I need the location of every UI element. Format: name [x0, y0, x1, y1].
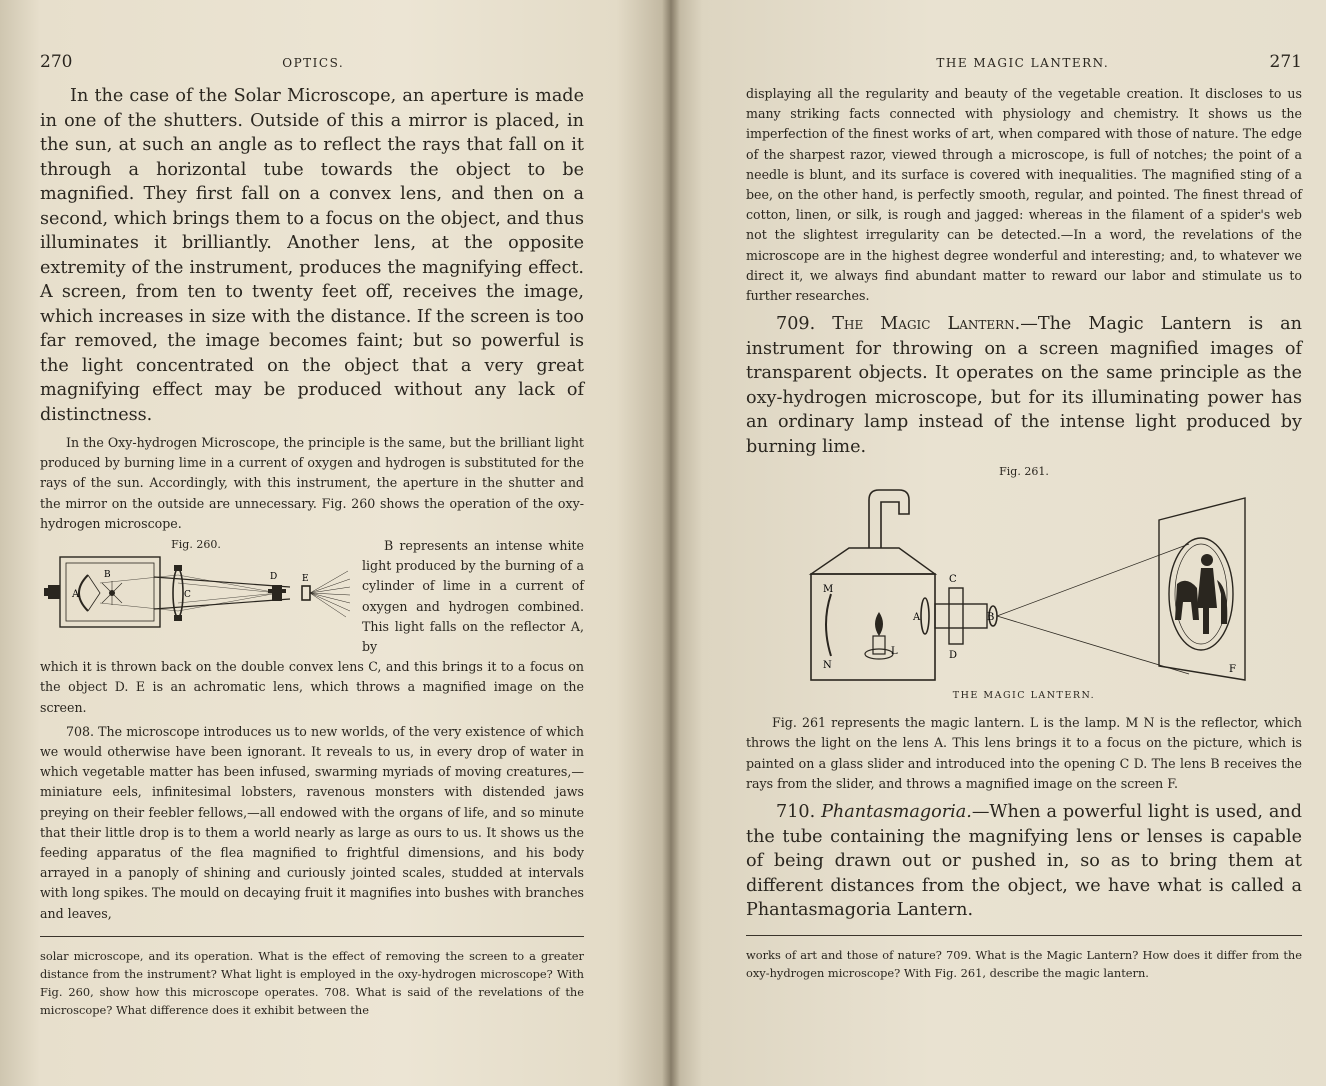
fig-261-caption: Fig. 261. [999, 465, 1049, 479]
left-page-number: 270 [40, 52, 73, 72]
fig-260-label-c: C [184, 590, 191, 601]
right-running-title: THE MAGIC LANTERN. [936, 56, 1110, 70]
section-709-number: 709. [776, 314, 816, 335]
fig-261-title: THE MAGIC LANTERN. [952, 690, 1096, 702]
section-710-paragraph [746, 800, 1302, 923]
left-review-questions: solar microscope, and its operation. What is the effect of removing the screen to a greater distance from the instrument? What light is employed in the oxy-hydrogen microscope? With Fig. 260, show how this microscope operates. 708. What is said of the revelations of the microscope? What difference does it exhibit between the [40, 948, 584, 1017]
fig-261-description: Fig. 261 represents the magic lantern. L is the lamp. M N is the reflector, which throws the light on the lens A. This lens brings it to a focus on the picture, which is painted on a glass slider and introduced into the opening C D. The lens B receives the rays from the slider, and throws a magnified image on the screen F. [746, 715, 1302, 791]
fig-260-label-a: A [72, 589, 80, 601]
fig-261-label-d: D [949, 650, 958, 662]
fig-261-label-n: N [823, 660, 832, 672]
section-710-heading: Phantasmagoria. [821, 802, 972, 823]
left-footer-rule [40, 936, 584, 937]
fig-261-illustration [789, 484, 1259, 684]
fig-260-continued-text: which it is thrown back on the double convex lens C, and this brings it to a focus on the object D. E is an achromatic lens, which throws a magnified image on the screen. [40, 659, 584, 715]
solar-microscope-paragraph: In the case of the Solar Microscope, an aperture is made in one of the shutters. Outside of this a mirror is placed, in the sun, at such an angle as to reflect the rays that fall on it through a horizontal tube towards the object to be magnified. They first fall on a convex lens, and then on a second, which brings them to a focus on the object, and thus illuminates it brilliantly. Another lens, at the opposite extremity of the instrument, produces the magnifying effect. A screen, from ten to twenty feet off, receives the image, which increases in size with the distance. If the screen is too far removed, the image becomes faint; but so powerful is the light concentrated on the object that a very great magnifying effect may be produced without any lack of distinctness. [40, 86, 584, 425]
fig-260-label-b: B [104, 570, 111, 581]
section-710-number: 710. [776, 802, 816, 823]
fig-260-block [40, 536, 584, 657]
fig-260-side-text: B represents an intense white light produced by the burning of a cylinder of lime in a current of oxygen and hydrogen combined. This light falls on the reflector A, by [362, 538, 584, 655]
right-page [670, 0, 1326, 1086]
section-709-text: —The Magic Lantern is an instrument for throwing on a screen magnified images of transparent objects. It operates on the same principle as the oxy-hydrogen microscope, but for its illuminating power has an ordinary lamp instead of the intense light produced by burning lime. [746, 314, 1302, 457]
left-running-header [40, 52, 584, 72]
fig-260-label-d: D [270, 572, 278, 583]
fig-261-label-a: A [913, 612, 921, 624]
fig-260 [40, 536, 352, 657]
fig-261-label-b: B [987, 612, 995, 624]
right-footer-rule [746, 935, 1302, 936]
section-710-text: —When a powerful light is used, and the tube containing the magnifying lens or lenses is capable of being drawn out or pushed in, so as to bring them at different distances from the object, we have what is called a Phantasmagoria Lantern. [746, 802, 1302, 921]
fig-260-caption: Fig. 260. [171, 538, 221, 552]
left-running-title: OPTICS. [282, 56, 345, 70]
book-gutter [662, 0, 680, 1086]
fig-261-label-c: C [949, 574, 957, 586]
right-running-header [746, 52, 1302, 72]
section-708-continued-paragraph: displaying all the regularity and beauty of the vegetable creation. It discloses to us many striking facts connected with physiology and chemistry. It shows us the imperfection of the finest works of art, when compared with those of nature. The edge of the sharpest razor, viewed through a microscope, is full of notches; the point of a needle is blunt, and its surface is covered with inequalities. The magnified sting of a bee, on the other hand, is perfectly smooth, regular, and pointed. The finest thread of cotton, linen, or silk, is rough and jagged: whereas in the filament of a spider's web not the slightest irregularity can be detected.—In a word, the revelations of the microscope are in the highest degree wonderful and interesting; and, to whatever we direct it, we always find abundant matter to reward our labor and stimulate us to further researches. [746, 86, 1302, 304]
right-review-questions: works of art and those of nature? 709. What is the Magic Lantern? How does it differ from the oxy-hydrogen microscope? With Fig. 261, describe the magic lantern. [746, 947, 1302, 980]
section-709-heading: The Magic Lantern. [832, 314, 1021, 335]
fig-260-illustration [40, 553, 352, 635]
right-page-number: 271 [1269, 52, 1302, 72]
section-709-paragraph [746, 312, 1302, 459]
fig-261-label-m: M [823, 584, 834, 596]
oxy-hydrogen-paragraph: In the Oxy-hydrogen Microscope, the principle is the same, but the brilliant light produced by burning lime in a current of oxygen and hydrogen is substituted for the rays of the sun. Accordingly, with this instrument, the aperture in the shutter and the mirror on the outside are unnecessary. Fig. 260 shows the operation of the oxy-hydrogen microscope. [40, 435, 584, 531]
section-708-paragraph: 708. The microscope introduces us to new worlds, of the very existence of which we would otherwise have been ignorant. It reveals to us, in every drop of water in which vegetable matter has been infused, swarming myriads of moving creatures,—miniature eels, infinitesimal lobsters, ravenous monsters with distended jaws preying on their feebler fellows,—all endowed with the organs of life, and so minute that their little drop is to them a world nearly as large as ours to us. It shows us the feeding apparatus of the flea magnified to frightful dimensions, and his body arrayed in a panoply of shining and curiously jointed scales, studded at intervals with long spikes. The mould on decaying fruit it magnifies into bushes with branches and leaves, [40, 723, 584, 921]
fig-261-label-f: F [1229, 664, 1236, 676]
fig-260-label-e: E [302, 574, 309, 585]
fig-261-label-l: L [891, 646, 898, 658]
